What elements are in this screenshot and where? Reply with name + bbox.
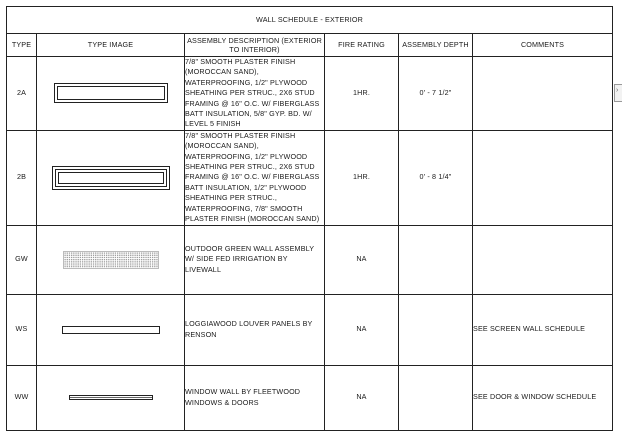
cell-comments: SEE SCREEN WALL SCHEDULE — [473, 294, 613, 365]
wall-schedule-sheet — [6, 6, 612, 432]
cell-type-image — [37, 365, 185, 430]
table-row — [7, 294, 613, 365]
cell-type: WW — [7, 365, 37, 430]
cell-fire-rating: 1HR. — [325, 130, 399, 225]
header-assembly-depth: ASSEMBLY DEPTH — [399, 34, 473, 57]
cell-type-image — [37, 57, 185, 131]
cell-description: OUTDOOR GREEN WALL ASSEMBLY W/ SIDE FED IRRIGATION BY LIVEWALL — [185, 225, 325, 294]
cell-comments: SEE DOOR & WINDOW SCHEDULE — [473, 365, 613, 430]
cell-fire-rating: NA — [325, 365, 399, 430]
cell-assembly-depth — [399, 225, 473, 294]
header-assembly-description: ASSEMBLY DESCRIPTION (EXTERIOR TO INTERIOR) — [185, 34, 325, 57]
green-wall-pattern-icon — [63, 251, 159, 269]
cell-assembly-depth — [399, 294, 473, 365]
cell-type: 2A — [7, 57, 37, 131]
header-fire-rating: FIRE RATING — [325, 34, 399, 57]
cell-type-image — [37, 294, 185, 365]
cell-type: 2B — [7, 130, 37, 225]
cell-type: WS — [7, 294, 37, 365]
table-row — [7, 365, 613, 430]
table-row — [7, 57, 613, 131]
cell-fire-rating: 1HR. — [325, 57, 399, 131]
table-row — [7, 225, 613, 294]
scroll-handle[interactable] — [614, 84, 622, 102]
cell-fire-rating: NA — [325, 225, 399, 294]
screen-wall-section-icon — [62, 326, 160, 334]
cell-assembly-depth: 0' - 7 1/2" — [399, 57, 473, 131]
chevron-right-icon: › — [616, 87, 619, 94]
cell-comments — [473, 57, 613, 131]
header-type-image: TYPE IMAGE — [37, 34, 185, 57]
cell-type-image — [37, 225, 185, 294]
cell-assembly-depth: 0' - 8 1/4" — [399, 130, 473, 225]
cell-description: 7/8" SMOOTH PLASTER FINISH (MOROCCAN SAND), WATERPROOFING, 1/2" PLYWOOD SHEATHING PER STRUC., 2X6 STUD FRAMING @ 16" O.C. W/ FIBERGLASS BATT INSULATION, 5/8" GYP. BD. W/ LEVEL 5 FINISH — [185, 57, 325, 131]
cell-comments — [473, 225, 613, 294]
cell-comments — [473, 130, 613, 225]
table-row — [7, 130, 613, 225]
cell-description: 7/8" SMOOTH PLASTER FINISH (MOROCCAN SAND), WATERPROOFING, 1/2" PLYWOOD SHEATHING PER STRUC., 2X6 STUD FRAMING @ 16" O.C. W/ FIBERGLASS BATT INSULATION, 1/2" PLYWOOD SHEATHING PER STRUC., WATERPROOFING, 7/8" SMOOTH PLASTER FINISH (MOROCCAN SAND) — [185, 130, 325, 225]
cell-type-image — [37, 130, 185, 225]
window-wall-section-icon — [69, 395, 153, 400]
wall-2a-section-icon — [54, 83, 168, 103]
header-type: TYPE — [7, 34, 37, 57]
cell-fire-rating: NA — [325, 294, 399, 365]
wall-2b-section-icon — [52, 166, 170, 190]
cell-description: WINDOW WALL BY FLEETWOOD WINDOWS & DOORS — [185, 365, 325, 430]
cell-description: LOGGIAWOOD LOUVER PANELS BY RENSON — [185, 294, 325, 365]
wall-schedule-table — [6, 6, 613, 431]
schedule-title: WALL SCHEDULE - EXTERIOR — [7, 7, 613, 34]
cell-assembly-depth — [399, 365, 473, 430]
cell-type: GW — [7, 225, 37, 294]
header-comments: COMMENTS — [473, 34, 613, 57]
